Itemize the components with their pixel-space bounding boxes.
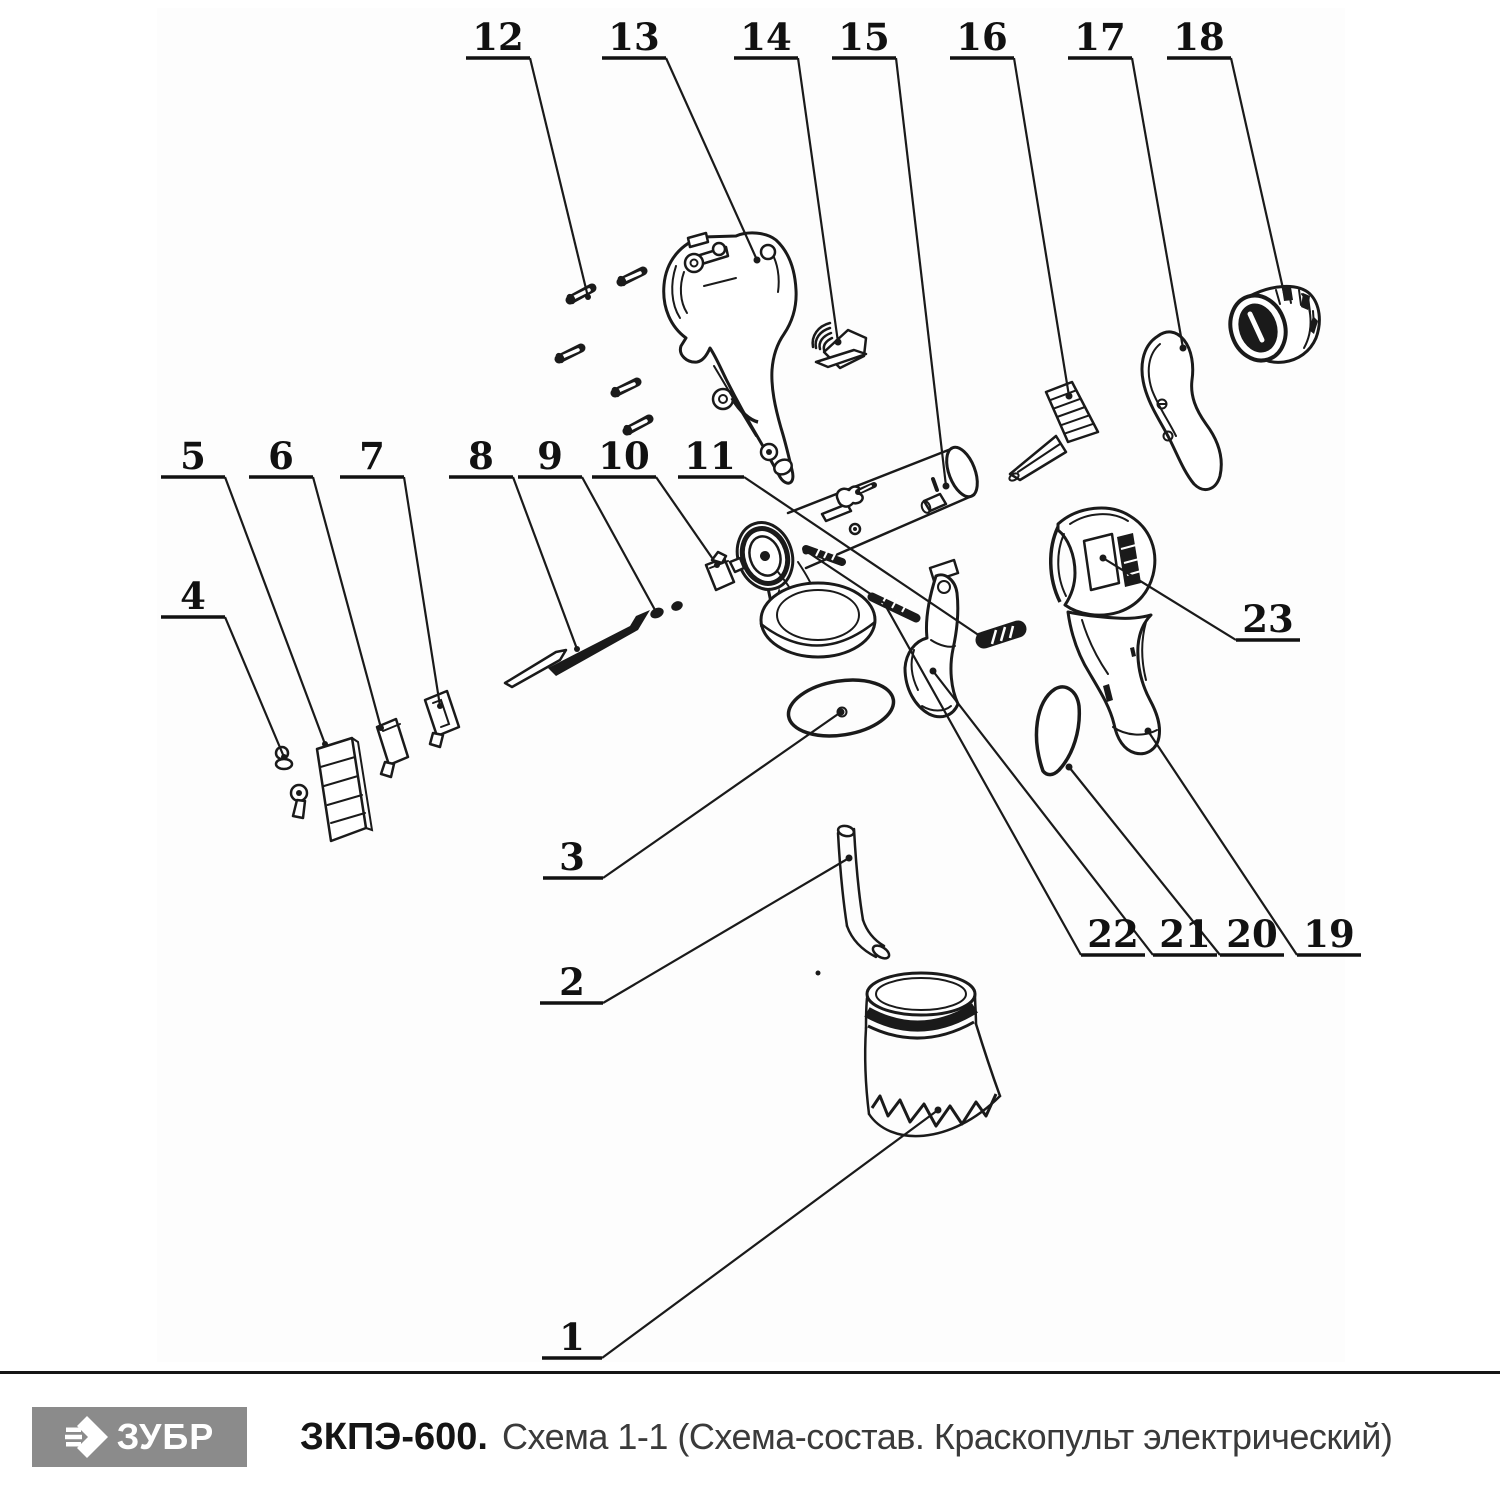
footer-caption bbox=[300, 1407, 1392, 1467]
callout-number: 5 bbox=[180, 434, 206, 478]
callout-number: 21 bbox=[1159, 912, 1211, 956]
drawing-area bbox=[157, 8, 1345, 1362]
callout-number: 3 bbox=[559, 835, 585, 879]
model-number: ЗКПЭ-600. bbox=[300, 1415, 488, 1458]
callout-number: 23 bbox=[1242, 597, 1294, 641]
callout-number: 11 bbox=[684, 434, 736, 478]
callout-number: 4 bbox=[180, 574, 206, 618]
callout-number: 22 bbox=[1087, 912, 1139, 956]
brand-logo bbox=[32, 1407, 247, 1467]
callout-number: 13 bbox=[608, 15, 660, 59]
callout-number: 12 bbox=[472, 15, 524, 59]
callout-number: 7 bbox=[359, 434, 385, 478]
callout-number: 2 bbox=[559, 960, 585, 1004]
callout-number: 8 bbox=[468, 434, 494, 478]
footer-divider bbox=[0, 1371, 1500, 1374]
callout-number: 14 bbox=[740, 15, 792, 59]
callout-number: 18 bbox=[1173, 15, 1225, 59]
callout-number: 20 bbox=[1226, 912, 1278, 956]
zubr-logo-icon bbox=[65, 1415, 109, 1459]
callout-number: 1 bbox=[559, 1315, 585, 1359]
schema-description: Схема 1-1 (Схема-состав. Краскопульт электрический) bbox=[501, 1416, 1393, 1457]
callout-number: 19 bbox=[1303, 912, 1355, 956]
callout-number: 16 bbox=[956, 15, 1008, 59]
callout-number: 10 bbox=[598, 434, 650, 478]
brand-name: ЗУБР bbox=[116, 1416, 215, 1457]
callout-number: 15 bbox=[838, 15, 890, 59]
callout-number: 9 bbox=[537, 434, 563, 478]
callout-number: 6 bbox=[268, 434, 294, 478]
callout-number: 17 bbox=[1074, 15, 1126, 59]
